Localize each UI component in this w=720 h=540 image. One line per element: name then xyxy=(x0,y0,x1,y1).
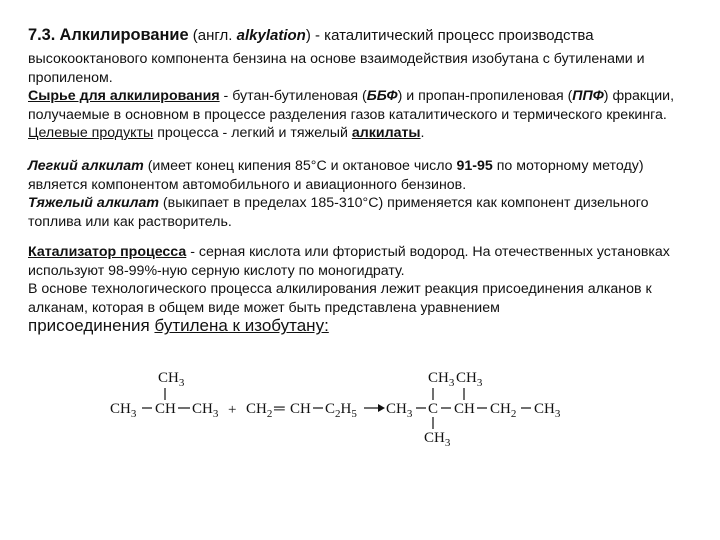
target-products-label: Целевые продукты xyxy=(28,125,154,142)
light-text-1: (имеет конец кипения 85°С и октановое число xyxy=(143,158,457,174)
light-text-2: по моторному методу) является компонентом автомобильного и авиационного бензинов. xyxy=(28,158,644,193)
product-quaternary-c: C xyxy=(428,401,439,417)
product-ch2: $CH_2$ xyxy=(490,401,517,420)
feedstock-text-2: ) и пропан-пропиленовая ( xyxy=(397,88,573,105)
butene-ch2: $CH_2$ xyxy=(246,401,273,420)
section-number: 7.3. xyxy=(28,26,56,44)
product-left-ch3: $CH_3$ xyxy=(386,401,413,420)
feedstock-abbr-ppf: ППФ xyxy=(572,88,604,105)
intro-english-term: alkylation xyxy=(236,27,306,44)
plus-sign: + xyxy=(228,402,237,418)
feedstock-text-3: ) фракции, получаемые в основном в процессе разделения газов каталитического и термического крекинга. xyxy=(28,88,675,123)
catalyst-text-1: - серная кислота или фтористый водород. На отечественных установках используют 98-99%-ную серную кислоту по моногидрату. xyxy=(28,244,670,279)
catalyst-text-2: В основе технологического процесса алкилирования лежит реакция присоединения алканов к алканам, которая в общем виде может быть представлена уравнением xyxy=(28,281,652,316)
product-top-ch3-1: $CH_3$ xyxy=(428,370,455,389)
heavy-alkylate-label: Тяжелый алкилат xyxy=(28,195,159,212)
feedstock-label: Сырье для алкилирования xyxy=(28,88,220,105)
isobutane-branch-ch3: $CH_3$ xyxy=(158,370,185,389)
isobutane-right-ch3: $CH_3$ xyxy=(192,401,219,420)
product-end-ch3: $CH_3$ xyxy=(534,401,561,420)
light-alkylate-label: Легкий алкилат xyxy=(28,158,144,174)
section-title: Алкилирование xyxy=(59,26,189,44)
catalyst-label: Катализатор процесса xyxy=(28,244,187,260)
section-heading xyxy=(28,26,698,46)
isobutane-left-ch3: $CH_3$ xyxy=(110,401,137,420)
feedstock-text-5: . xyxy=(420,125,425,142)
alkylates-term: алкилаты xyxy=(351,125,421,142)
intro-text-b: ) - каталитический процесс производства xyxy=(305,27,594,44)
catalyst-text-3: присоединения xyxy=(28,316,155,336)
reaction-arrow-head xyxy=(378,404,385,412)
octane-number: 91-95 xyxy=(456,158,493,174)
feedstock-abbr-bbf: ББФ xyxy=(366,88,398,105)
catalyst-text-3-underlined: бутилена к изобутану: xyxy=(154,316,329,336)
reaction-equation xyxy=(0,360,720,460)
paragraph-catalyst xyxy=(28,243,698,337)
butene-double-bond: ═ xyxy=(274,401,285,417)
isobutane-center-ch: CH xyxy=(155,401,176,417)
product-ch: CH xyxy=(454,401,475,417)
heavy-text-1: (выкипает в пределах 185-310°С) применяется как компонент дизельного топлива или как растворитель. xyxy=(28,195,649,230)
intro-rest: высокооктанового компонента бензина на основе взаимодействия изобутана с бутиленами и пропиленом. xyxy=(28,51,645,86)
paragraph-intro xyxy=(28,50,698,143)
feedstock-text-4: процесса - легкий и тяжелый xyxy=(153,125,352,142)
feedstock-text-1: - бутан-бутиленовая ( xyxy=(219,88,367,105)
butene-ethyl: $C_2H_5$ xyxy=(325,401,357,420)
paragraph-alkylates xyxy=(28,157,698,231)
product-bottom-ch3: $CH_3$ xyxy=(424,430,451,449)
product-top-ch3-2: $CH_3$ xyxy=(456,370,483,389)
butene-ch: CH xyxy=(290,401,311,417)
intro-text-a: (англ. xyxy=(192,27,237,44)
